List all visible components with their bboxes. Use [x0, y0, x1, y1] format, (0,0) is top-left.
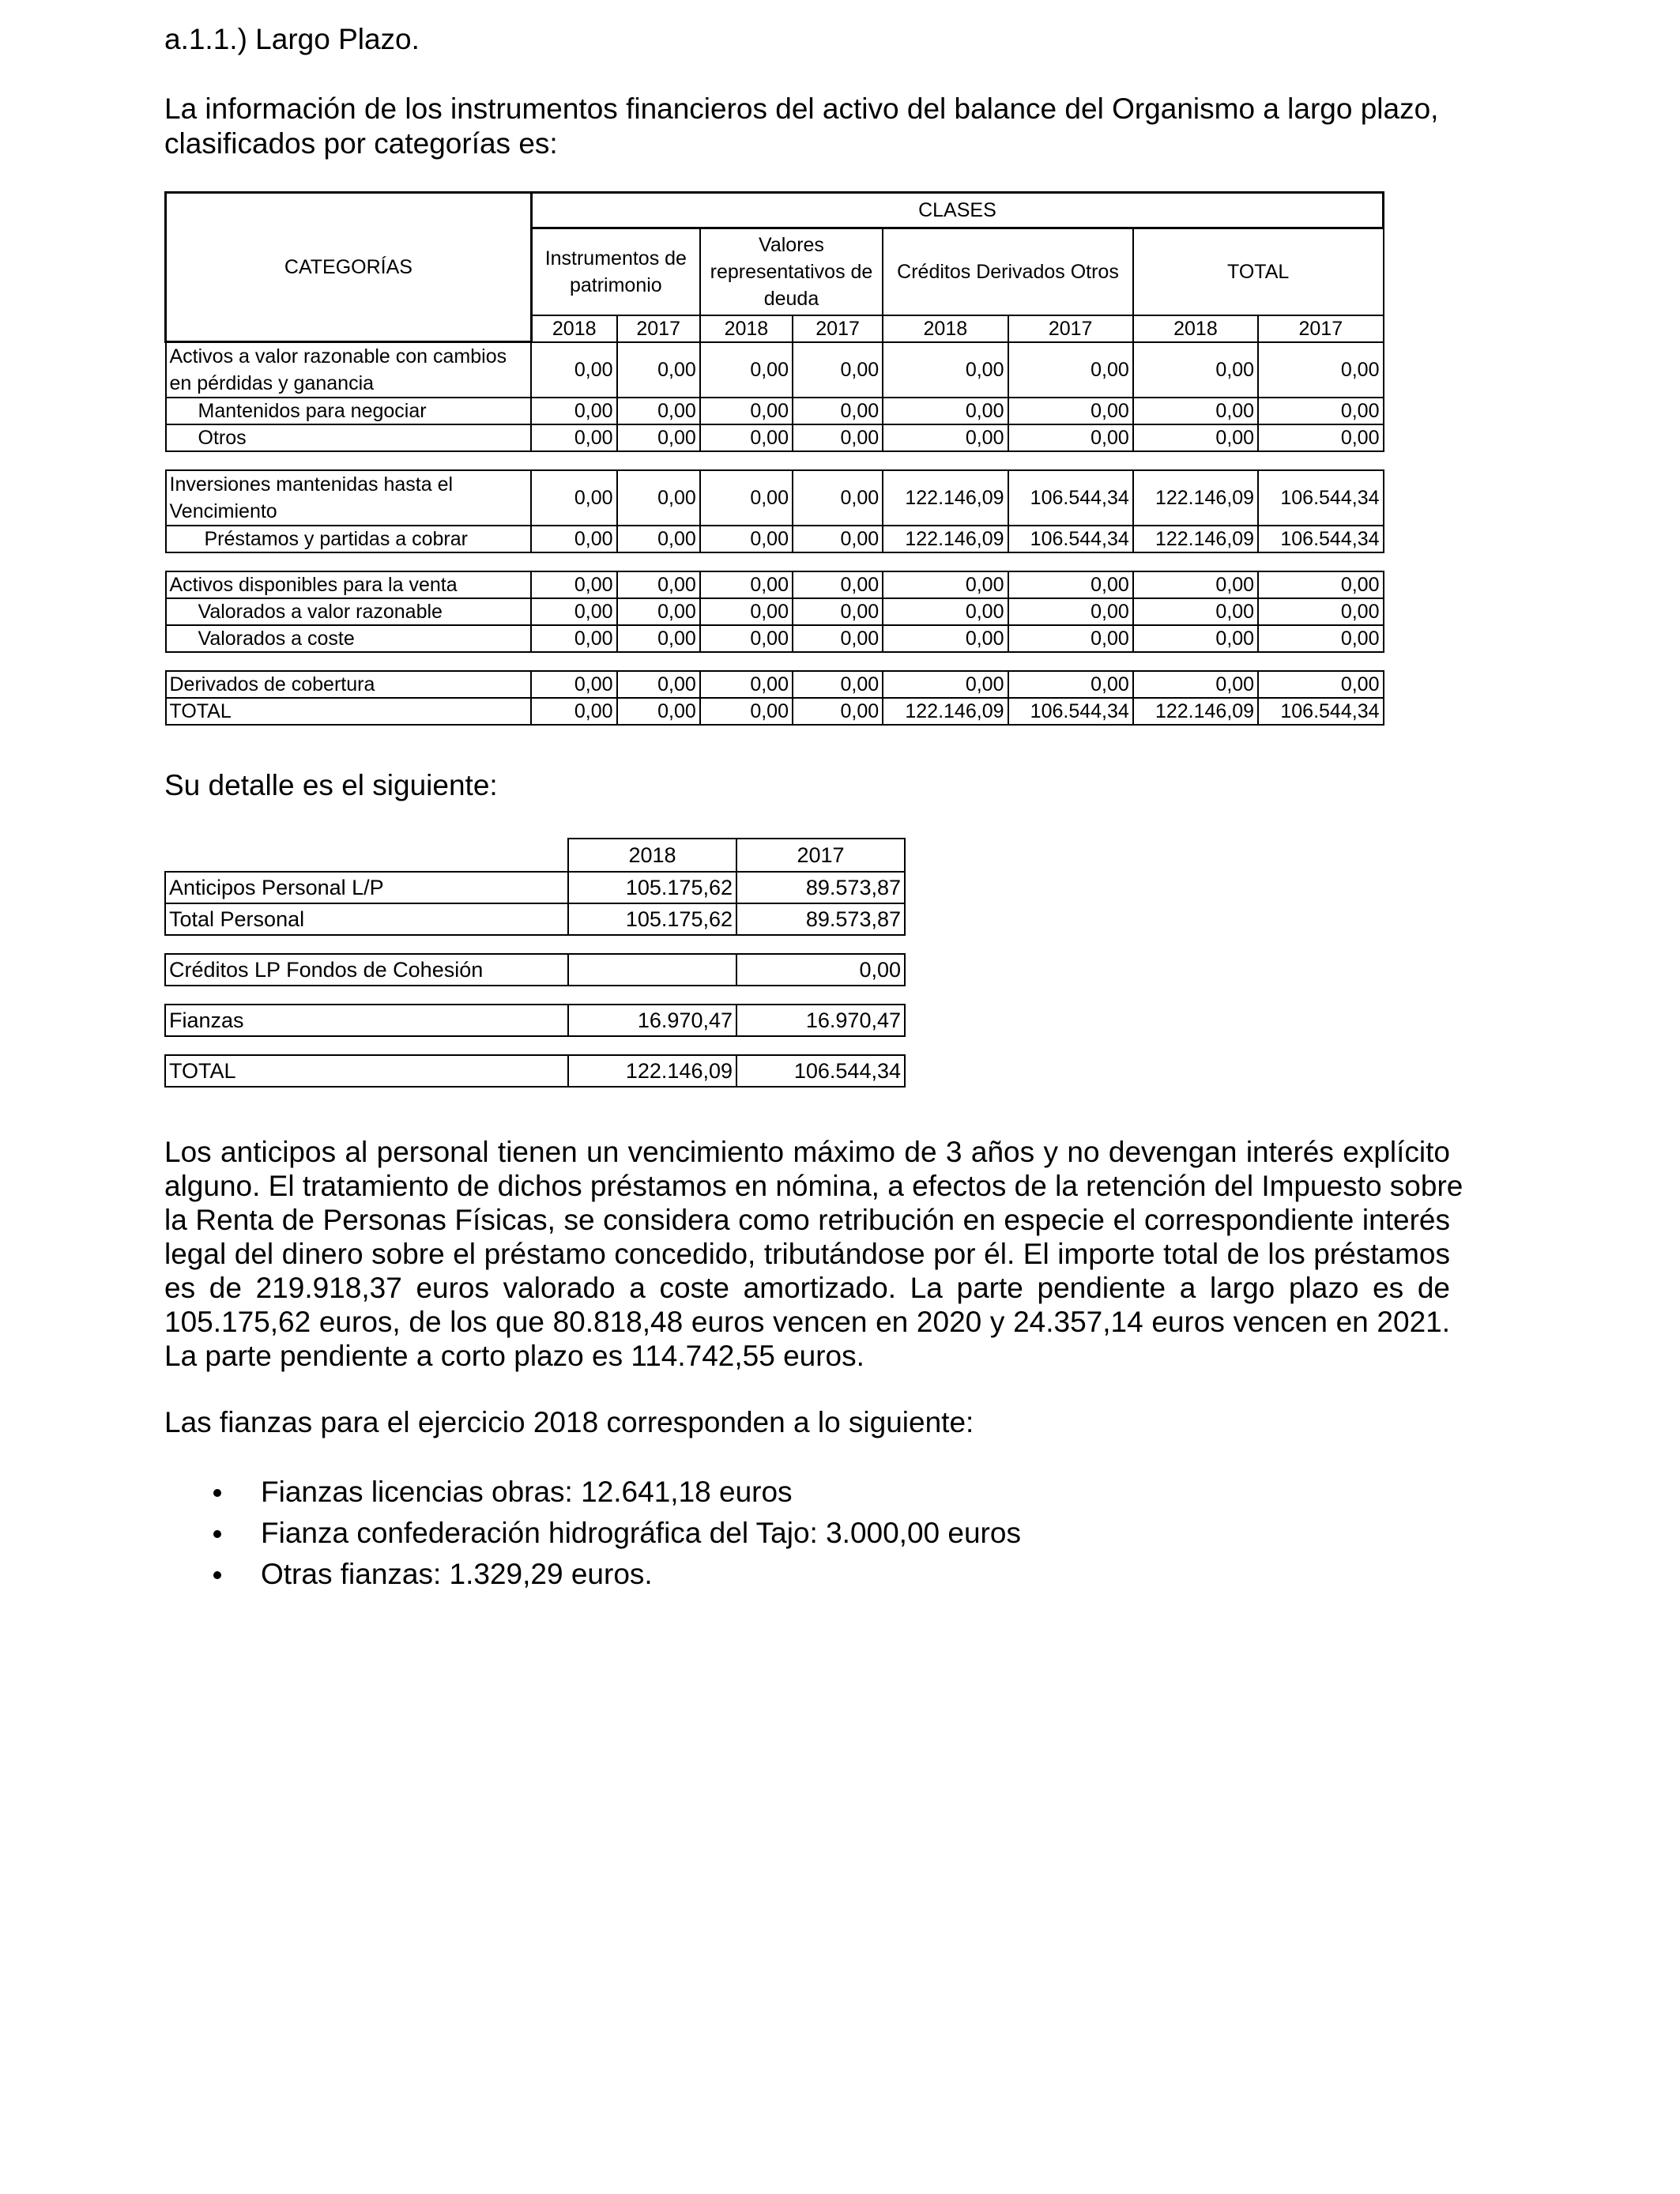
value-cell: 0,00	[531, 424, 616, 451]
value-cell: 0,00	[531, 698, 616, 725]
value-cell: 0,00	[883, 342, 1008, 398]
value-cell: 106.544,34	[1258, 526, 1383, 552]
value-cell: 0,00	[1133, 625, 1258, 652]
table-row	[165, 872, 905, 903]
value-cell: 0,00	[1258, 398, 1383, 424]
value-cell: 0,00	[617, 424, 700, 451]
paragraph-line: legal del dinero sobre el préstamo concedido, tributándose por él. El importe total de los préstamos	[164, 1238, 1450, 1270]
value-cell: 0,00	[883, 398, 1008, 424]
detail-value-2017: 0,00	[736, 954, 905, 986]
year-header: 2017	[1258, 315, 1383, 342]
value-cell: 0,00	[700, 470, 793, 526]
value-cell: 0,00	[1133, 598, 1258, 625]
value-cell: 0,00	[700, 625, 793, 652]
row-label: Activos a valor razonable con cambios en pérdidas y ganancia	[166, 342, 532, 398]
detail-value-2017: 89.573,87	[736, 872, 905, 903]
value-cell: 0,00	[1133, 398, 1258, 424]
value-cell: 122.146,09	[883, 470, 1008, 526]
detail-intro: Su detalle es el siguiente:	[164, 769, 498, 801]
value-cell: 0,00	[1133, 424, 1258, 451]
list-item	[164, 1472, 1021, 1513]
value-cell: 0,00	[793, 698, 883, 725]
value-cell: 0,00	[1258, 424, 1383, 451]
table-row	[166, 424, 1384, 451]
detail-year-2018: 2018	[568, 839, 736, 872]
value-cell: 0,00	[531, 342, 616, 398]
value-cell: 0,00	[617, 470, 700, 526]
value-cell: 0,00	[1258, 671, 1383, 698]
anticipos-paragraph	[164, 1135, 1463, 1373]
section-heading: a.1.1.) Largo Plazo.	[164, 23, 420, 55]
value-cell: 0,00	[793, 526, 883, 552]
detail-label: Anticipos Personal L/P	[165, 872, 568, 903]
detail-value-2018	[568, 954, 736, 986]
intro-line-1: La información de los instrumentos financieros del activo del balance del Organismo a largo plazo,	[164, 92, 1439, 125]
table-spacer	[165, 935, 905, 954]
value-cell: 0,00	[1258, 342, 1383, 398]
detail-value-2018: 122.146,09	[568, 1055, 736, 1087]
value-cell: 0,00	[617, 625, 700, 652]
value-cell: 0,00	[531, 571, 616, 598]
class-header-creditos: Créditos Derivados Otros	[883, 228, 1133, 315]
detail-header-blank	[165, 839, 568, 872]
class-header-instrumentos: Instrumentos de patrimonio	[531, 228, 699, 315]
bullet-icon	[213, 1530, 221, 1538]
year-header: 2017	[1008, 315, 1133, 342]
value-cell: 0,00	[700, 342, 793, 398]
value-cell: 0,00	[531, 671, 616, 698]
table-row	[166, 571, 1384, 598]
value-cell: 0,00	[531, 398, 616, 424]
intro-line-2: clasificados por categorías es:	[164, 127, 558, 160]
row-label: Otros	[166, 424, 532, 451]
detail-table	[164, 838, 906, 1088]
value-cell: 0,00	[1008, 625, 1133, 652]
table-row	[165, 1055, 905, 1087]
value-cell: 122.146,09	[1133, 698, 1258, 725]
value-cell: 122.146,09	[883, 526, 1008, 552]
value-cell: 0,00	[883, 424, 1008, 451]
value-cell: 0,00	[700, 526, 793, 552]
table-row	[166, 625, 1384, 652]
table-spacer	[165, 1036, 905, 1055]
detail-value-2018: 105.175,62	[568, 903, 736, 935]
detail-label: TOTAL	[165, 1055, 568, 1087]
row-label: Derivados de cobertura	[166, 671, 532, 698]
class-header-total: TOTAL	[1133, 228, 1384, 315]
value-cell: 106.544,34	[1258, 470, 1383, 526]
detail-year-2017: 2017	[736, 839, 905, 872]
value-cell: 0,00	[1258, 571, 1383, 598]
table-row	[165, 954, 905, 986]
list-item-text: Fianzas licencias obras: 12.641,18 euros	[261, 1476, 793, 1508]
value-cell: 0,00	[1258, 598, 1383, 625]
value-cell: 0,00	[617, 571, 700, 598]
value-cell: 0,00	[793, 398, 883, 424]
table-spacer	[166, 451, 1384, 470]
year-header: 2018	[883, 315, 1008, 342]
list-item-text: Otras fianzas: 1.329,29 euros.	[261, 1558, 653, 1590]
fianzas-intro: Las fianzas para el ejercicio 2018 corresponden a lo siguiente:	[164, 1406, 974, 1438]
value-cell: 122.146,09	[883, 698, 1008, 725]
value-cell: 0,00	[1258, 625, 1383, 652]
value-cell: 0,00	[793, 671, 883, 698]
value-cell: 0,00	[793, 598, 883, 625]
value-cell: 0,00	[883, 598, 1008, 625]
list-item-text: Fianza confederación hidrográfica del Tajo: 3.000,00 euros	[261, 1517, 1021, 1549]
row-label: Inversiones mantenidas hasta el Vencimiento	[166, 470, 532, 526]
detail-value-2018: 16.970,47	[568, 1005, 736, 1036]
value-cell: 0,00	[793, 470, 883, 526]
table-row	[165, 903, 905, 935]
bullet-icon	[213, 1489, 221, 1497]
detail-value-2017: 106.544,34	[736, 1055, 905, 1087]
value-cell: 0,00	[793, 342, 883, 398]
paragraph-line: alguno. El tratamiento de dichos préstamos en nómina, a efectos de la retención del Impuesto sobre	[164, 1170, 1463, 1202]
row-label: Mantenidos para negociar	[166, 398, 532, 424]
value-cell: 0,00	[700, 698, 793, 725]
value-cell: 0,00	[1008, 598, 1133, 625]
value-cell: 0,00	[1008, 398, 1133, 424]
year-header: 2018	[1133, 315, 1258, 342]
row-label: Activos disponibles para la venta	[166, 571, 532, 598]
year-header: 2017	[793, 315, 883, 342]
value-cell: 0,00	[700, 571, 793, 598]
row-label: Valorados a coste	[166, 625, 532, 652]
detail-value-2017: 89.573,87	[736, 903, 905, 935]
value-cell: 0,00	[1133, 671, 1258, 698]
class-header-valores: Valores representativos de deuda	[700, 228, 883, 315]
value-cell: 0,00	[617, 671, 700, 698]
value-cell: 0,00	[700, 671, 793, 698]
year-header: 2018	[700, 315, 793, 342]
value-cell: 0,00	[617, 698, 700, 725]
value-cell: 122.146,09	[1133, 526, 1258, 552]
list-item	[164, 1554, 1021, 1595]
value-cell: 0,00	[1008, 424, 1133, 451]
table-row	[166, 671, 1384, 698]
table-spacer	[165, 986, 905, 1005]
value-cell: 0,00	[617, 526, 700, 552]
value-cell: 0,00	[793, 625, 883, 652]
detail-value-2017: 16.970,47	[736, 1005, 905, 1036]
value-cell: 0,00	[793, 424, 883, 451]
paragraph-line: la Renta de Personas Físicas, se considera como retribución en especie el correspondiente interés	[164, 1204, 1450, 1236]
paragraph-line: es de 219.918,37 euros valorado a coste amortizado. La parte pendiente a largo plazo es de	[164, 1272, 1450, 1304]
bullet-icon	[213, 1571, 221, 1579]
clases-header: CLASES	[531, 193, 1383, 228]
year-header: 2017	[617, 315, 700, 342]
value-cell: 0,00	[793, 571, 883, 598]
year-header: 2018	[531, 315, 616, 342]
table-spacer	[166, 652, 1384, 671]
value-cell: 0,00	[531, 470, 616, 526]
table-row	[165, 1005, 905, 1036]
detail-label: Total Personal	[165, 903, 568, 935]
detail-label: Créditos LP Fondos de Cohesión	[165, 954, 568, 986]
paragraph-line: La parte pendiente a corto plazo es 114.742,55 euros.	[164, 1340, 864, 1372]
value-cell: 0,00	[617, 598, 700, 625]
row-label: Préstamos y partidas a cobrar	[166, 526, 532, 552]
value-cell: 0,00	[1008, 342, 1133, 398]
value-cell: 0,00	[883, 625, 1008, 652]
value-cell: 106.544,34	[1008, 698, 1133, 725]
value-cell: 106.544,34	[1258, 698, 1383, 725]
value-cell: 0,00	[1133, 342, 1258, 398]
list-item	[164, 1513, 1021, 1554]
value-cell: 0,00	[883, 571, 1008, 598]
value-cell: 0,00	[1133, 571, 1258, 598]
table-row	[166, 526, 1384, 552]
paragraph-line: Los anticipos al personal tienen un vencimiento máximo de 3 años y no devengan interés explícito	[164, 1136, 1450, 1168]
table-row	[166, 470, 1384, 526]
table-row	[166, 598, 1384, 625]
fianzas-list	[164, 1472, 1021, 1595]
value-cell: 0,00	[531, 598, 616, 625]
value-cell: 0,00	[1008, 571, 1133, 598]
paragraph-line: 105.175,62 euros, de los que 80.818,48 euros vencen en 2020 y 24.357,14 euros vencen en 2021.	[164, 1306, 1450, 1338]
value-cell: 106.544,34	[1008, 470, 1133, 526]
table-spacer	[166, 552, 1384, 571]
detail-value-2018: 105.175,62	[568, 872, 736, 903]
table-row	[166, 398, 1384, 424]
row-label: Valorados a valor razonable	[166, 598, 532, 625]
row-label: TOTAL	[166, 698, 532, 725]
value-cell: 0,00	[531, 526, 616, 552]
detail-label: Fianzas	[165, 1005, 568, 1036]
value-cell: 0,00	[617, 398, 700, 424]
value-cell: 0,00	[700, 398, 793, 424]
value-cell: 0,00	[883, 671, 1008, 698]
value-cell: 0,00	[531, 625, 616, 652]
table-row	[166, 342, 1384, 398]
categorias-header: CATEGORÍAS	[166, 193, 532, 342]
value-cell: 106.544,34	[1008, 526, 1133, 552]
value-cell: 0,00	[617, 342, 700, 398]
value-cell: 122.146,09	[1133, 470, 1258, 526]
value-cell: 0,00	[1008, 671, 1133, 698]
instruments-table	[164, 191, 1384, 726]
value-cell: 0,00	[700, 424, 793, 451]
value-cell: 0,00	[700, 598, 793, 625]
table-row	[166, 698, 1384, 725]
